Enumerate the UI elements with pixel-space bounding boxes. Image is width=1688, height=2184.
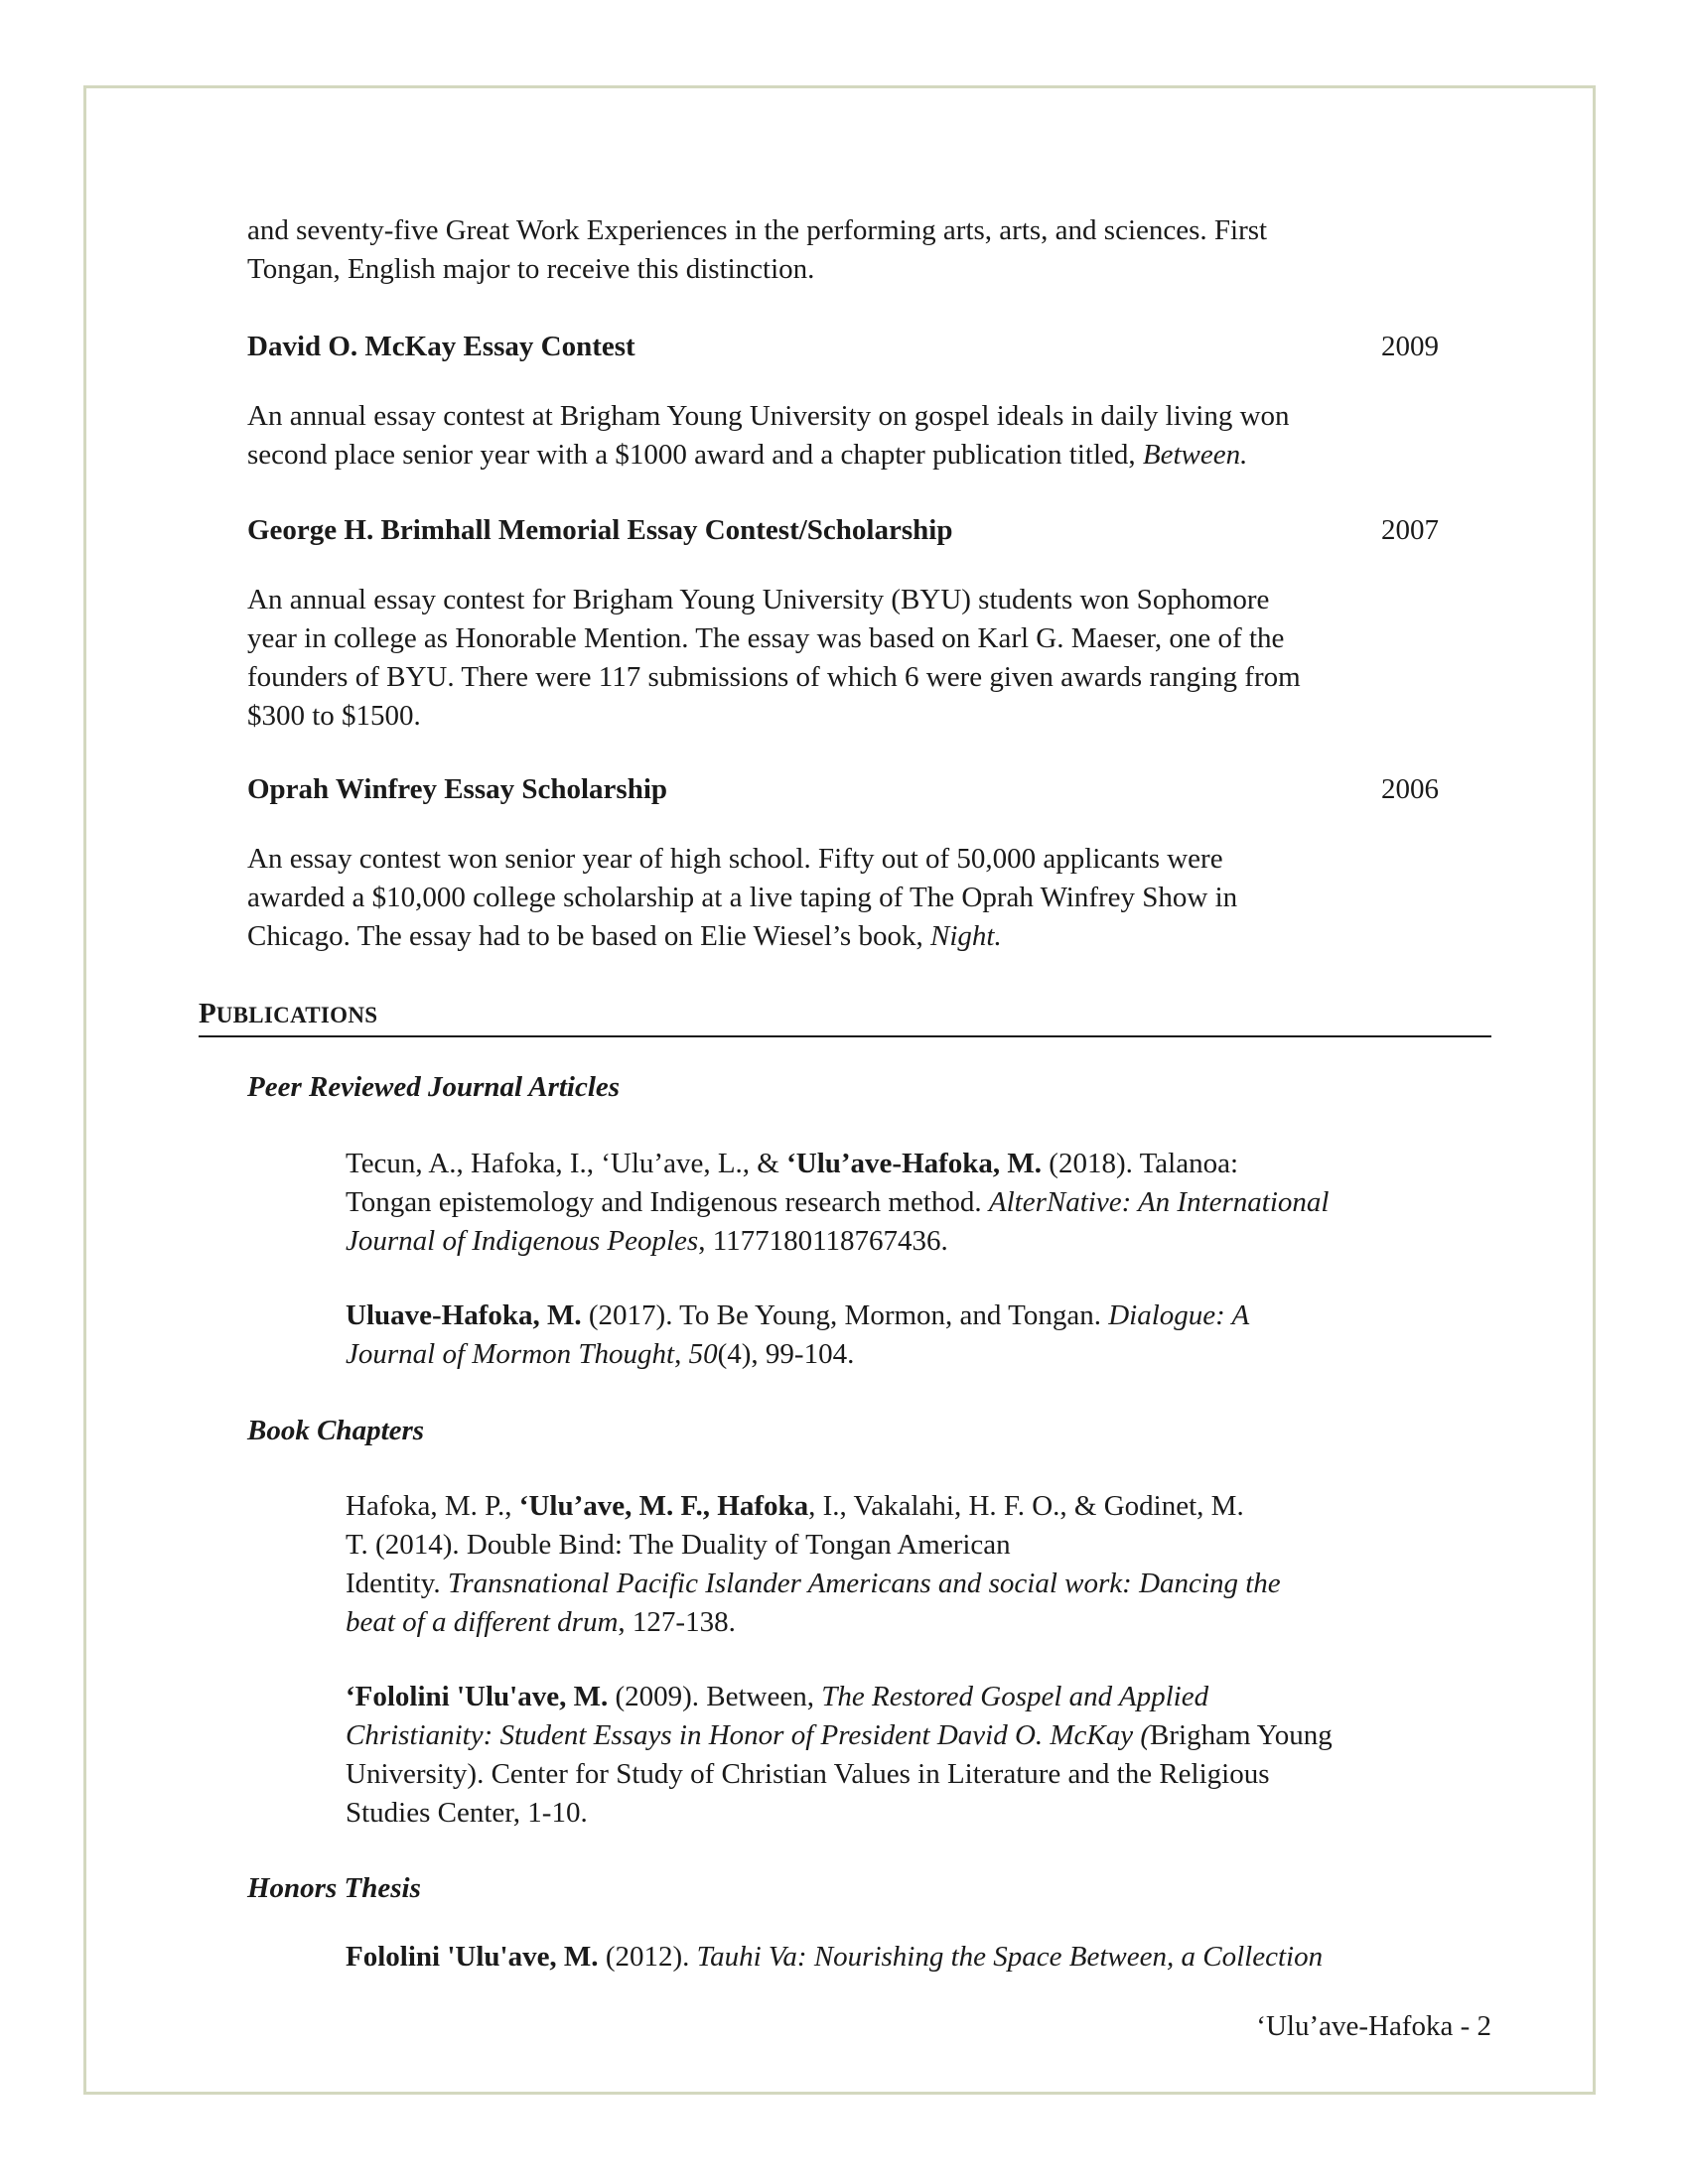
page-footer: ‘Ulu’ave-Hafoka - 2 <box>1256 2010 1491 2042</box>
award-year: 2009 <box>1381 331 1439 362</box>
subheading-honors-thesis: Honors Thesis <box>247 1872 421 1904</box>
award-title: David O. McKay Essay Contest 2009 <box>247 328 1439 366</box>
award-description: An essay contest won senior year of high school. Fifty out of 50,000 applicants were awarded a $10,000 college scholarship at a live taping of The Oprah Winfrey Show in Chicago. The essay had to be based on Elie Wiesel’s book, Night. <box>247 843 1238 952</box>
award-description: An annual essay contest at Brigham Young University on gospel ideals in daily living won second place senior year with a $1000 award and a chapter publication titled, Between. <box>247 400 1290 471</box>
subheading-book-chapters: Book Chapters <box>247 1415 425 1446</box>
chapter-reference: Hafoka, M. P., ‘Ulu’ave, M. F., Hafoka, I., Vakalahi, H. F. O., & Godinet, M. T. (2014). Double Bind: The Duality of Tongan American Identity. Transnational Pacific Islander Americans and social work: Dancing the beat of a different drum, 127-138. <box>346 1490 1281 1638</box>
section-heading-publications: PUBLICATIONS <box>199 996 1491 1037</box>
chapter-reference: ‘Fololini 'Ulu'ave, M. (2009). Between, The Restored Gospel and Applied Christianity: Student Essays in Honor of President David O. McKay (Brigham Young University). Center for Study of Christian Values in Literature and the Religious Studies Center, 1-10. <box>346 1681 1333 1829</box>
award-title: George H. Brimhall Memorial Essay Contest/Scholarship 2007 <box>247 511 1439 550</box>
subheading-journal-articles: Peer Reviewed Journal Articles <box>247 1071 621 1103</box>
journal-reference: Uluave-Hafoka, M. (2017). To Be Young, Mormon, and Tongan. Dialogue: A Journal of Mormon Thought, 50(4), 99-104. <box>346 1299 1250 1370</box>
continuation-paragraph: and seventy-five Great Work Experiences in the performing arts, arts, and sciences. First Tongan, English major to receive this distinction. <box>247 214 1268 285</box>
journal-reference: Tecun, A., Hafoka, I., ‘Ulu’ave, L., & ‘Ulu’ave-Hafoka, M. (2018). Talanoa: Tongan epistemology and Indigenous research method. AlterNative: An International Journal of Indigenous Peoples, 1177180118767436. <box>346 1148 1330 1257</box>
award-year: 2007 <box>1381 514 1439 546</box>
award-title: Oprah Winfrey Essay Scholarship 2006 <box>247 770 1439 809</box>
award-description: An annual essay contest for Brigham Young University (BYU) students won Sophomore year in college as Honorable Mention. The essay was based on Karl G. Maeser, one of the founders of BYU. There were 117 submissions of which 6 were given awards ranging from $300 to $1500. <box>247 584 1301 732</box>
award-year: 2006 <box>1381 773 1439 805</box>
thesis-reference: Fololini 'Ulu'ave, M. (2012). Tauhi Va: Nourishing the Space Between, a Collection <box>346 1941 1324 1973</box>
